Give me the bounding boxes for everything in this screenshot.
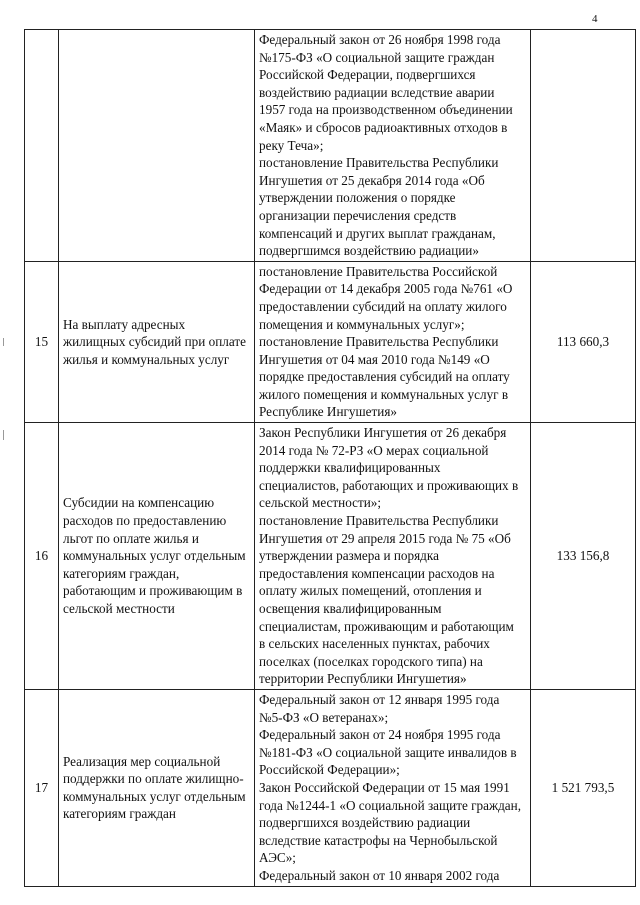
legal-basis bbox=[255, 261, 531, 422]
legal-basis-line: Ингушетия от 29 апреля 2015 года № 75 «Об bbox=[259, 530, 511, 546]
expense-name-line: категориям граждан bbox=[63, 806, 176, 822]
legal-basis-line: 2014 года № 72-РЗ «О мерах социальной bbox=[259, 442, 489, 458]
legal-basis-line: №175-ФЗ «О социальной защите граждан bbox=[259, 49, 495, 65]
table-row bbox=[25, 423, 636, 690]
legal-basis-line: 1957 года на производственном объединении bbox=[259, 102, 513, 118]
table-row bbox=[25, 261, 636, 422]
legal-basis-line: специалистам, проживающим и работающим bbox=[259, 618, 514, 634]
table-row bbox=[25, 30, 636, 262]
amount: 113 660,3 bbox=[531, 261, 636, 422]
legal-basis-line: №5-ФЗ «О ветеранах»; bbox=[259, 709, 389, 725]
legal-basis-line: Закон Республики Ингушетия от 26 декабря bbox=[259, 425, 507, 441]
legal-basis bbox=[255, 30, 531, 262]
legal-basis-line: Федеральный закон от 24 ноября 1995 года bbox=[259, 727, 501, 743]
legal-basis-line: постановление Правительства Республики bbox=[259, 334, 499, 350]
legal-basis-line: поселках (поселках городского типа) на bbox=[259, 653, 483, 669]
expense-name-line: льгот по оплате жилья и bbox=[63, 530, 199, 546]
legal-basis-line: Ингушетия от 04 мая 2010 года №149 «О bbox=[259, 351, 490, 367]
legal-basis-line: помещения и коммунальных услуг»; bbox=[259, 316, 465, 332]
legal-basis-line: утверждении размера и порядка bbox=[259, 548, 439, 564]
page-number: 4 bbox=[592, 13, 598, 25]
legal-basis-line: Федеральный закон от 26 ноября 1998 года bbox=[259, 32, 501, 47]
expense-name-line: сельской местности bbox=[63, 601, 175, 616]
legal-basis-line: Республике Ингушетия» bbox=[259, 404, 397, 420]
legal-basis-line: АЭС»; bbox=[259, 850, 296, 866]
legal-basis-line: компенсаций и других выплат гражданам, bbox=[259, 225, 496, 241]
expense-name bbox=[59, 261, 255, 422]
scan-edge-mark bbox=[3, 338, 4, 346]
expense-name-line: коммунальных услуг отдельным bbox=[63, 548, 246, 564]
legal-basis-line: предоставления компенсации расходов на bbox=[259, 565, 495, 581]
legal-basis bbox=[255, 689, 531, 886]
legal-basis-line: Федеральный закон от 10 января 2002 года bbox=[259, 867, 500, 883]
expense-name bbox=[59, 30, 255, 262]
legal-basis-line: года №1244-1 «О социальной защите граждан, bbox=[259, 797, 522, 813]
expense-name-line: На выплату адресных bbox=[63, 316, 186, 332]
expense-name-line: жилищных субсидий при оплате bbox=[63, 334, 246, 350]
expense-name-line: жилья и коммунальных услуг bbox=[63, 351, 230, 367]
legal-basis-line: утверждении положения о порядке bbox=[259, 190, 456, 206]
legal-basis-line: Российской Федерации, подвергшихся bbox=[259, 67, 476, 83]
expense-name-line: работающим и проживающим в bbox=[63, 583, 243, 599]
legal-basis-line: «Маяк» и сбросов радиоактивных отходов в bbox=[259, 119, 508, 135]
legal-basis-line: специалистов, работающих и проживающих в bbox=[259, 477, 519, 493]
legal-basis-line: воздействию радиации вследствие аварии bbox=[259, 84, 495, 100]
legal-basis-line: территории Республики Ингушетия» bbox=[259, 671, 467, 687]
legal-basis-line: поддержки квалифицированных bbox=[259, 460, 441, 476]
expense-name-line: Субсидии на компенсацию bbox=[63, 495, 215, 511]
legal-basis-line: сельской местности»; bbox=[259, 495, 382, 511]
amount: 1 521 793,5 bbox=[531, 689, 636, 886]
legal-basis-line: реку Теча»; bbox=[259, 137, 324, 153]
amount bbox=[531, 30, 636, 262]
legal-basis-line: Федеральный закон от 12 января 1995 года bbox=[259, 691, 500, 707]
legal-basis-line: Ингушетия от 25 декабря 2014 года «Об bbox=[259, 172, 485, 188]
expense-name-line: поддержки по оплате жилищно- bbox=[63, 771, 244, 787]
expense-name bbox=[59, 423, 255, 690]
legal-basis-line: №181-ФЗ «О социальной защите инвалидов в bbox=[259, 744, 517, 760]
expense-name-line: категориям граждан, bbox=[63, 565, 180, 581]
scan-edge-mark bbox=[3, 430, 4, 440]
legal-basis-line: постановление Правительства Российской bbox=[259, 263, 498, 279]
amount: 133 156,8 bbox=[531, 423, 636, 690]
legal-basis-line: Закон Российской Федерации от 15 мая 1991 bbox=[259, 779, 510, 795]
legal-basis-line: Федерации от 14 декабря 2005 года №761 «О bbox=[259, 281, 513, 297]
legal-basis-line: вследствие катастрофы на Чернобыльской bbox=[259, 832, 498, 848]
table-row bbox=[25, 689, 636, 886]
legal-basis-line: оплату жилых помещений, отопления и bbox=[259, 583, 482, 599]
expense-name-line: коммунальных услуг отдельным bbox=[63, 788, 246, 804]
legal-basis-line: постановление Правительства Республики bbox=[259, 155, 499, 171]
legal-basis-line: жилого помещения и коммунальных услуг в bbox=[259, 386, 509, 402]
table-body bbox=[25, 30, 636, 887]
row-number: 17 bbox=[25, 689, 59, 886]
legal-basis-line: Российской Федерации»; bbox=[259, 762, 400, 778]
legal-basis-line: освещения квалифицированным bbox=[259, 601, 442, 616]
expense-name-line: расходов по предоставлению bbox=[63, 513, 227, 529]
benefits-table bbox=[24, 29, 636, 887]
legal-basis-line: постановление Правительства Республики bbox=[259, 513, 499, 529]
row-number bbox=[25, 30, 59, 262]
legal-basis-line: в сельских населенных пунктах, рабочих bbox=[259, 636, 490, 652]
legal-basis-line: предоставлении субсидий на оплату жилого bbox=[259, 298, 507, 314]
legal-basis-line: подвергшимся воздействию радиации» bbox=[259, 243, 479, 259]
expense-name-line: Реализация мер социальной bbox=[63, 753, 221, 769]
expense-name bbox=[59, 689, 255, 886]
row-number: 15 bbox=[25, 261, 59, 422]
row-number: 16 bbox=[25, 423, 59, 690]
legal-basis bbox=[255, 423, 531, 690]
legal-basis-line: порядке предоставления субсидий на оплату bbox=[259, 369, 510, 385]
legal-basis-line: подвергшихся воздействию радиации bbox=[259, 815, 471, 831]
legal-basis-line: организации перечисления средств bbox=[259, 207, 457, 223]
